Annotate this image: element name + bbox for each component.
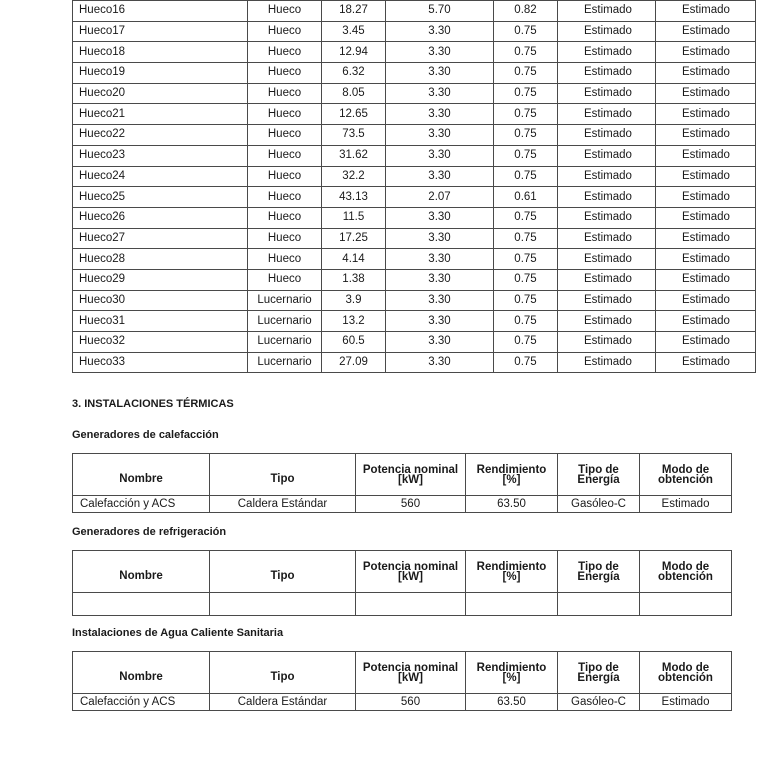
cell-modo-transmitancia: Estimado	[558, 207, 656, 228]
table-row	[73, 311, 756, 332]
cell-superficie: 11.5	[322, 207, 386, 228]
table-row	[73, 496, 732, 513]
cell-tipo: Lucernario	[248, 290, 322, 311]
cell-superficie: 18.27	[322, 1, 386, 22]
cell-modo-transmitancia: Estimado	[558, 104, 656, 125]
cell-modo-transmitancia: Estimado	[558, 311, 656, 332]
col-header-potencia	[356, 454, 466, 496]
cell-tipo: Hueco	[248, 207, 322, 228]
cell-transmitancia: 3.30	[386, 42, 494, 63]
table-row	[73, 21, 756, 42]
cell-transmitancia: 3.30	[386, 290, 494, 311]
cell-energia: Gasóleo-C	[558, 496, 640, 513]
cell-factor-solar: 0.75	[494, 228, 558, 249]
cell-modo-transmitancia: Estimado	[558, 166, 656, 187]
cell-transmitancia: 3.30	[386, 249, 494, 270]
table-row	[73, 166, 756, 187]
table-row	[73, 593, 732, 616]
cell-modo-transmitancia: Estimado	[558, 228, 656, 249]
cell-name: Hueco21	[73, 104, 248, 125]
cell-transmitancia: 3.30	[386, 104, 494, 125]
col-header-rendimiento-line1: Rendimiento	[476, 560, 547, 573]
cell-modo-transmitancia: Estimado	[558, 125, 656, 146]
col-header-modo-line1: Modo de	[661, 560, 710, 573]
col-header-modo-line1: Modo de	[661, 661, 710, 674]
cell-tipo: Caldera Estándar	[210, 694, 356, 711]
cell-superficie: 13.2	[322, 311, 386, 332]
col-header-rendimiento-line2: [%]	[502, 473, 521, 486]
cell-name: Hueco26	[73, 207, 248, 228]
col-header-rendimiento-line2: [%]	[502, 570, 521, 583]
table-header-row	[73, 454, 732, 496]
cell-name: Hueco24	[73, 166, 248, 187]
cell-transmitancia: 3.30	[386, 352, 494, 373]
cell-transmitancia: 3.30	[386, 332, 494, 353]
hot-water-table	[72, 651, 732, 711]
cell-tipo: Hueco	[248, 63, 322, 84]
cell-tipo: Hueco	[248, 166, 322, 187]
table-row	[73, 145, 756, 166]
col-header-energia-line1: Tipo de	[578, 560, 619, 573]
cell-modo-factor-solar: Estimado	[656, 311, 756, 332]
col-header-modo	[640, 551, 732, 593]
cell-name: Hueco30	[73, 290, 248, 311]
cell-factor-solar: 0.75	[494, 104, 558, 125]
col-header-energia	[558, 551, 640, 593]
cell-modo-transmitancia: Estimado	[558, 332, 656, 353]
col-header-rendimiento-line2: [%]	[502, 671, 521, 684]
col-header-potencia-line2: [kW]	[398, 473, 423, 486]
cell-factor-solar: 0.75	[494, 21, 558, 42]
col-header-tipo: Tipo	[210, 551, 356, 593]
table-row	[73, 352, 756, 373]
section-title: 3. INSTALACIONES TÉRMICAS	[72, 398, 234, 410]
col-header-potencia	[356, 652, 466, 694]
cell-modo-transmitancia: Estimado	[558, 83, 656, 104]
cell-modo	[640, 593, 732, 616]
cell-tipo: Hueco	[248, 21, 322, 42]
cell-modo-factor-solar: Estimado	[656, 145, 756, 166]
hot-water-heading: Instalaciones de Agua Caliente Sanitaria	[72, 627, 284, 639]
col-header-modo-line2: obtención	[658, 473, 713, 486]
cell-tipo: Hueco	[248, 125, 322, 146]
cell-rendimiento: 63.50	[466, 496, 558, 513]
table-row	[73, 269, 756, 290]
col-header-modo-line2: obtención	[658, 570, 713, 583]
col-header-potencia-line2: [kW]	[398, 570, 423, 583]
cell-transmitancia: 3.30	[386, 83, 494, 104]
cell-superficie: 1.38	[322, 269, 386, 290]
col-header-rendimiento	[466, 652, 558, 694]
cell-name: Hueco28	[73, 249, 248, 270]
cell-potencia: 560	[356, 694, 466, 711]
table-row	[73, 249, 756, 270]
col-header-energia	[558, 652, 640, 694]
table-header-row	[73, 551, 732, 593]
table-row	[73, 187, 756, 208]
cell-modo-transmitancia: Estimado	[558, 290, 656, 311]
cell-superficie: 8.05	[322, 83, 386, 104]
cell-modo-factor-solar: Estimado	[656, 207, 756, 228]
cell-name: Hueco32	[73, 332, 248, 353]
cell-superficie: 12.94	[322, 42, 386, 63]
col-header-modo-line1: Modo de	[661, 463, 710, 476]
table-row	[73, 228, 756, 249]
cell-transmitancia: 3.30	[386, 63, 494, 84]
cell-transmitancia: 3.30	[386, 228, 494, 249]
cell-name: Hueco25	[73, 187, 248, 208]
cell-modo: Estimado	[640, 694, 732, 711]
cell-modo-factor-solar: Estimado	[656, 332, 756, 353]
cell-tipo: Hueco	[248, 228, 322, 249]
cell-superficie: 73.5	[322, 125, 386, 146]
cell-factor-solar: 0.75	[494, 269, 558, 290]
cell-superficie: 43.13	[322, 187, 386, 208]
col-header-rendimiento-line1: Rendimiento	[476, 463, 547, 476]
cell-transmitancia: 3.30	[386, 125, 494, 146]
cell-potencia: 560	[356, 496, 466, 513]
cell-rendimiento: 63.50	[466, 694, 558, 711]
table-row	[73, 207, 756, 228]
cell-name: Hueco27	[73, 228, 248, 249]
huecos-table	[72, 0, 756, 373]
cell-modo-factor-solar: Estimado	[656, 269, 756, 290]
heating-generators-heading: Generadores de calefacción	[72, 429, 219, 441]
cell-modo-factor-solar: Estimado	[656, 290, 756, 311]
col-header-potencia	[356, 551, 466, 593]
cell-tipo: Hueco	[248, 104, 322, 125]
cell-factor-solar: 0.75	[494, 249, 558, 270]
cell-energia: Gasóleo-C	[558, 694, 640, 711]
cell-modo-factor-solar: Estimado	[656, 166, 756, 187]
cell-nombre: Calefacción y ACS	[73, 496, 210, 513]
cell-transmitancia: 3.30	[386, 21, 494, 42]
cell-modo-transmitancia: Estimado	[558, 145, 656, 166]
cell-modo-transmitancia: Estimado	[558, 249, 656, 270]
cell-factor-solar: 0.75	[494, 125, 558, 146]
cell-tipo	[210, 593, 356, 616]
cell-transmitancia: 3.30	[386, 311, 494, 332]
cell-superficie: 3.45	[322, 21, 386, 42]
table-row	[73, 694, 732, 711]
cell-modo: Estimado	[640, 496, 732, 513]
cell-rendimiento	[466, 593, 558, 616]
col-header-rendimiento	[466, 551, 558, 593]
col-header-tipo: Tipo	[210, 454, 356, 496]
cell-factor-solar: 0.75	[494, 207, 558, 228]
cell-modo-factor-solar: Estimado	[656, 1, 756, 22]
cell-superficie: 27.09	[322, 352, 386, 373]
cell-factor-solar: 0.75	[494, 63, 558, 84]
col-header-energia-line2: Energía	[577, 473, 620, 486]
table-row	[73, 63, 756, 84]
cell-superficie: 31.62	[322, 145, 386, 166]
cell-transmitancia: 3.30	[386, 207, 494, 228]
cell-name: Hueco17	[73, 21, 248, 42]
cell-modo-factor-solar: Estimado	[656, 125, 756, 146]
cell-tipo: Hueco	[248, 42, 322, 63]
cell-superficie: 6.32	[322, 63, 386, 84]
cell-name: Hueco29	[73, 269, 248, 290]
cell-transmitancia: 3.30	[386, 166, 494, 187]
col-header-tipo: Tipo	[210, 652, 356, 694]
cell-factor-solar: 0.75	[494, 42, 558, 63]
col-header-energia	[558, 454, 640, 496]
col-header-modo	[640, 454, 732, 496]
cell-transmitancia: 5.70	[386, 1, 494, 22]
cell-modo-transmitancia: Estimado	[558, 1, 656, 22]
cell-transmitancia: 3.30	[386, 145, 494, 166]
cell-superficie: 60.5	[322, 332, 386, 353]
cell-factor-solar: 0.75	[494, 290, 558, 311]
cell-name: Hueco23	[73, 145, 248, 166]
cell-modo-factor-solar: Estimado	[656, 249, 756, 270]
cell-modo-factor-solar: Estimado	[656, 63, 756, 84]
cell-name: Hueco22	[73, 125, 248, 146]
table-row	[73, 42, 756, 63]
cell-tipo: Hueco	[248, 249, 322, 270]
cell-modo-factor-solar: Estimado	[656, 104, 756, 125]
cell-factor-solar: 0.75	[494, 145, 558, 166]
cell-transmitancia: 3.30	[386, 269, 494, 290]
cell-modo-transmitancia: Estimado	[558, 21, 656, 42]
cell-name: Hueco19	[73, 63, 248, 84]
cell-potencia	[356, 593, 466, 616]
col-header-potencia-line1: Potencia nominal	[362, 661, 459, 674]
cell-modo-factor-solar: Estimado	[656, 352, 756, 373]
cell-modo-transmitancia: Estimado	[558, 42, 656, 63]
cell-superficie: 17.25	[322, 228, 386, 249]
col-header-energia-line2: Energía	[577, 671, 620, 684]
cell-nombre	[73, 593, 210, 616]
cell-tipo: Hueco	[248, 1, 322, 22]
cell-modo-transmitancia: Estimado	[558, 352, 656, 373]
huecos-table-body	[73, 1, 756, 373]
cell-factor-solar: 0.75	[494, 352, 558, 373]
cell-modo-factor-solar: Estimado	[656, 42, 756, 63]
cell-tipo: Lucernario	[248, 332, 322, 353]
col-header-rendimiento-line1: Rendimiento	[476, 661, 547, 674]
cooling-generators-table	[72, 550, 732, 616]
cell-energia	[558, 593, 640, 616]
cell-nombre: Calefacción y ACS	[73, 694, 210, 711]
cell-superficie: 12.65	[322, 104, 386, 125]
cell-factor-solar: 0.82	[494, 1, 558, 22]
cell-name: Hueco16	[73, 1, 248, 22]
col-header-potencia-line1: Potencia nominal	[362, 560, 459, 573]
table-row	[73, 290, 756, 311]
col-header-energia-line1: Tipo de	[578, 661, 619, 674]
col-header-nombre: Nombre	[73, 551, 210, 593]
cell-transmitancia: 2.07	[386, 187, 494, 208]
table-row	[73, 83, 756, 104]
col-header-potencia-line2: [kW]	[398, 671, 423, 684]
table-row	[73, 332, 756, 353]
col-header-rendimiento	[466, 454, 558, 496]
cell-name: Hueco31	[73, 311, 248, 332]
col-header-potencia-line1: Potencia nominal	[362, 463, 459, 476]
cooling-generators-heading: Generadores de refrigeración	[72, 526, 227, 538]
cell-tipo: Lucernario	[248, 311, 322, 332]
heating-generators-table	[72, 453, 732, 513]
col-header-modo-line2: obtención	[658, 671, 713, 684]
col-header-energia-line1: Tipo de	[578, 463, 619, 476]
cell-factor-solar: 0.61	[494, 187, 558, 208]
cell-tipo: Hueco	[248, 187, 322, 208]
col-header-nombre: Nombre	[73, 454, 210, 496]
cell-tipo: Hueco	[248, 83, 322, 104]
cell-factor-solar: 0.75	[494, 311, 558, 332]
col-header-energia-line2: Energía	[577, 570, 620, 583]
cell-tipo: Caldera Estándar	[210, 496, 356, 513]
cell-tipo: Lucernario	[248, 352, 322, 373]
cell-modo-factor-solar: Estimado	[656, 21, 756, 42]
cell-name: Hueco20	[73, 83, 248, 104]
cell-modo-transmitancia: Estimado	[558, 269, 656, 290]
table-row	[73, 125, 756, 146]
cell-name: Hueco18	[73, 42, 248, 63]
table-row	[73, 104, 756, 125]
cell-factor-solar: 0.75	[494, 83, 558, 104]
col-header-nombre: Nombre	[73, 652, 210, 694]
cell-superficie: 3.9	[322, 290, 386, 311]
cell-factor-solar: 0.75	[494, 332, 558, 353]
cell-superficie: 32.2	[322, 166, 386, 187]
cell-modo-transmitancia: Estimado	[558, 187, 656, 208]
table-row	[73, 1, 756, 22]
cell-modo-factor-solar: Estimado	[656, 187, 756, 208]
table-header-row	[73, 652, 732, 694]
cell-superficie: 4.14	[322, 249, 386, 270]
cell-name: Hueco33	[73, 352, 248, 373]
cell-modo-factor-solar: Estimado	[656, 228, 756, 249]
col-header-modo	[640, 652, 732, 694]
cell-modo-transmitancia: Estimado	[558, 63, 656, 84]
cell-factor-solar: 0.75	[494, 166, 558, 187]
cell-modo-factor-solar: Estimado	[656, 83, 756, 104]
cell-tipo: Hueco	[248, 269, 322, 290]
cell-tipo: Hueco	[248, 145, 322, 166]
